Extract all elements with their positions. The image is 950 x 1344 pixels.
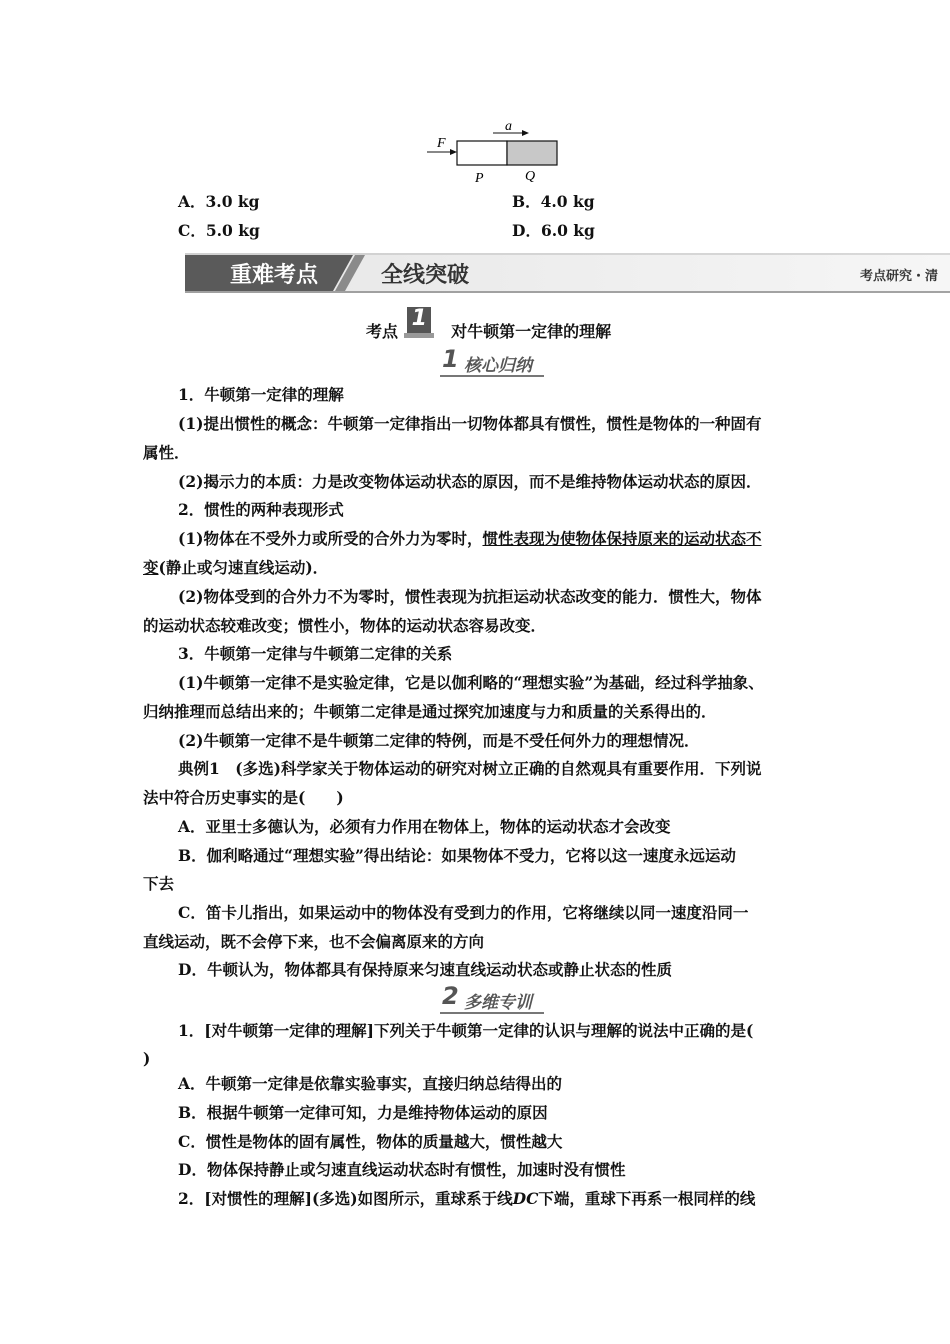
core-tag-label: 核心归纳 <box>464 356 532 376</box>
underlined-text: 变 <box>143 558 159 577</box>
section-banner <box>185 253 950 293</box>
text-line: 的运动状态较难改变；惯性小，物体的运动状态容易改变． <box>143 616 547 635</box>
example-option-b: B．伽利略通过“理想实验”得出结论：如果物体不受力，它将以这一速度永远运动 <box>178 846 736 865</box>
block-p <box>457 141 507 165</box>
text-line: (1)提出惯性的概念：牛顿第一定律指出一切物体都具有惯性，惯性是物体的一种固有 <box>178 414 762 433</box>
italic-label: DC <box>512 1189 539 1208</box>
multi-training-tag <box>440 984 544 1014</box>
text-segment: (1)物体在不受外力或所受的合外力为零时， <box>178 529 483 548</box>
text-line: 属性． <box>143 443 190 462</box>
text-line: 归纳推理而总结出来的；牛顿第二定律是通过探究加速度与力和质量的关系得出的． <box>143 702 717 721</box>
item-3-heading: 3．牛顿第一定律与牛顿第二定律的关系 <box>178 644 453 663</box>
underlined-text: 惯性表现为使物体保持原来的运动状态不 <box>482 529 762 548</box>
block-q-label: Q <box>525 169 536 184</box>
option-d: D．6.0 kg <box>512 221 595 240</box>
text-line: ) <box>143 1049 151 1068</box>
force-blocks-diagram <box>425 118 565 188</box>
option-c: C．5.0 kg <box>178 221 260 240</box>
force-label: F <box>437 136 446 151</box>
text-line: 法中符合历史事实的是( ) <box>143 788 344 807</box>
text-line: (1)牛顿第一定律不是实验定律，它是以伽利略的“理想实验”为基础，经过科学抽象、 <box>178 673 764 692</box>
example-option-a: A．亚里士多德认为，必须有力作用在物体上，物体的运动状态才会改变 <box>178 817 671 836</box>
section-heading <box>366 305 611 341</box>
option-a: A．3.0 kg <box>178 192 260 211</box>
text-segment: 2．[对惯性的理解](多选)如图所示，重球系于线 <box>178 1189 513 1208</box>
example-option-d: D．牛顿认为，物体都具有保持原来匀速直线运动状态或静止状态的性质 <box>178 960 672 979</box>
banner-right-title: 全线突破 <box>381 263 470 288</box>
banner-side-note: 考点研究・清 <box>860 269 939 284</box>
banner-left-title: 重难考点 <box>230 263 319 288</box>
item-2-heading: 2．惯性的两种表现形式 <box>178 500 344 519</box>
item-1-heading: 1．牛顿第一定律的理解 <box>178 385 344 404</box>
question-1: 1．[对牛顿第一定律的理解]下列关于牛顿第一定律的认识与理解的说法中正确的是( <box>178 1021 754 1040</box>
text-line <box>143 558 328 578</box>
q1-option-d: D．物体保持静止或匀速直线运动状态时有惯性，加速时没有惯性 <box>178 1160 626 1179</box>
section-prefix: 考点 <box>366 322 399 341</box>
text-line: (2)牛顿第一定律不是牛顿第二定律的特例，而是不受任何外力的理想情况． <box>178 731 700 750</box>
section-number-badge <box>404 305 434 341</box>
text-line: 直线运动，既不会停下来，也不会偏离原来的方向 <box>143 932 485 951</box>
section-title: 对牛顿第一定律的理解 <box>451 322 612 341</box>
example-question: 典例1 (多选)科学家关于物体运动的研究对树立正确的自然观具有重要作用．下列说 <box>178 759 762 778</box>
option-b: B．4.0 kg <box>512 192 595 211</box>
q1-option-b: B．根据牛顿第一定律可知，力是维持物体运动的原因 <box>178 1103 548 1122</box>
train-tag-label: 多维专训 <box>464 993 532 1013</box>
accel-label: a <box>505 119 512 134</box>
text-line <box>178 529 761 549</box>
q1-option-a: A．牛顿第一定律是依靠实验事实，直接归纳总结得出的 <box>178 1074 563 1093</box>
text-line: (2)物体受到的合外力不为零时，惯性表现为抗拒运动状态改变的能力．惯性大，物体 <box>178 587 762 606</box>
accel-arrowhead <box>522 130 529 136</box>
text-segment: (静止或匀速直线运动)． <box>158 558 329 577</box>
question-2 <box>178 1189 755 1209</box>
core-tag-number: 1 <box>442 345 459 373</box>
core-summary-tag <box>440 347 544 377</box>
text-line: 下去 <box>143 874 175 893</box>
text-segment: 下端，重球下再系一根同样的线 <box>538 1189 756 1208</box>
block-q <box>507 141 557 165</box>
section-number: 1 <box>411 306 427 331</box>
example-option-c: C．笛卡儿指出，如果运动中的物体没有受到力的作用，它将继续以同一速度沿同一 <box>178 903 749 922</box>
q1-option-c: C．惯性是物体的固有属性，物体的质量越大，惯性越大 <box>178 1132 563 1151</box>
text-line: (2)揭示力的本质：力是改变物体运动状态的原因，而不是维持物体运动状态的原因． <box>178 472 762 491</box>
block-p-label: P <box>475 171 484 186</box>
force-arrowhead <box>450 149 457 155</box>
train-tag-number: 2 <box>442 982 459 1010</box>
